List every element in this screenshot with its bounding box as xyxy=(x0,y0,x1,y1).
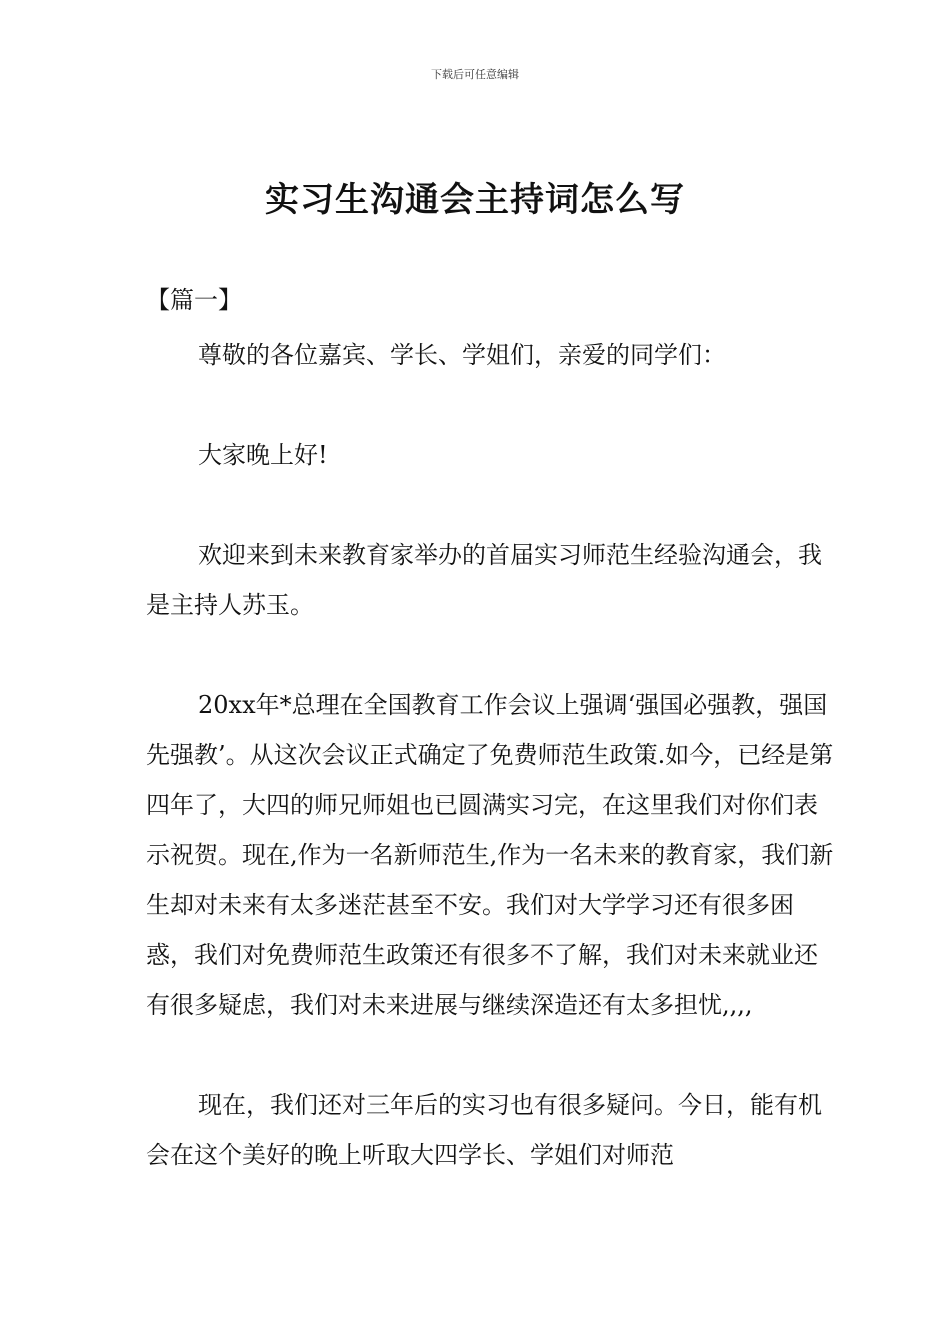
paragraph-welcome: 欢迎来到未来教育家举办的首届实习师范生经验沟通会，我是主持人苏玉。 xyxy=(146,541,822,619)
document-title: 实习生沟通会主持词怎么写 xyxy=(265,180,685,220)
paragraph-evening: 大家晚上好! xyxy=(198,441,328,469)
section-label: 【篇一】 xyxy=(146,286,242,314)
paragraph-greeting: 尊敬的各位嘉宾、学长、学姐们，亲爱的同学们： xyxy=(198,341,726,369)
document-body xyxy=(146,280,836,1180)
paragraph-internship: 现在，我们还对三年后的实习也有很多疑问。今日，能有机会在这个美好的晚上听取大四学长、学姐们对师范 xyxy=(146,1091,822,1169)
paragraph-background: 20xx年*总理在全国教育工作会议上强调‘强国必强教，强国先强教’。从这次会议正式确定了免费师范生政策.如今，已经是第四年了，大四的师兄师姐也已圆满实习完，在这里我们对你们表示祝贺。现在,作为一名新师范生,作为一名未来的教育家，我们新生却对未来有太多迷茫甚至不安。我们对大学学习还有很多困惑，我们对免费师范生政策还有很多不了解，我们对未来就业还有很多疑虑，我们对未来进展与继续深造还有太多担忧,,,, xyxy=(146,691,834,1019)
page-header-note: 下载后可任意编辑 xyxy=(431,68,519,81)
